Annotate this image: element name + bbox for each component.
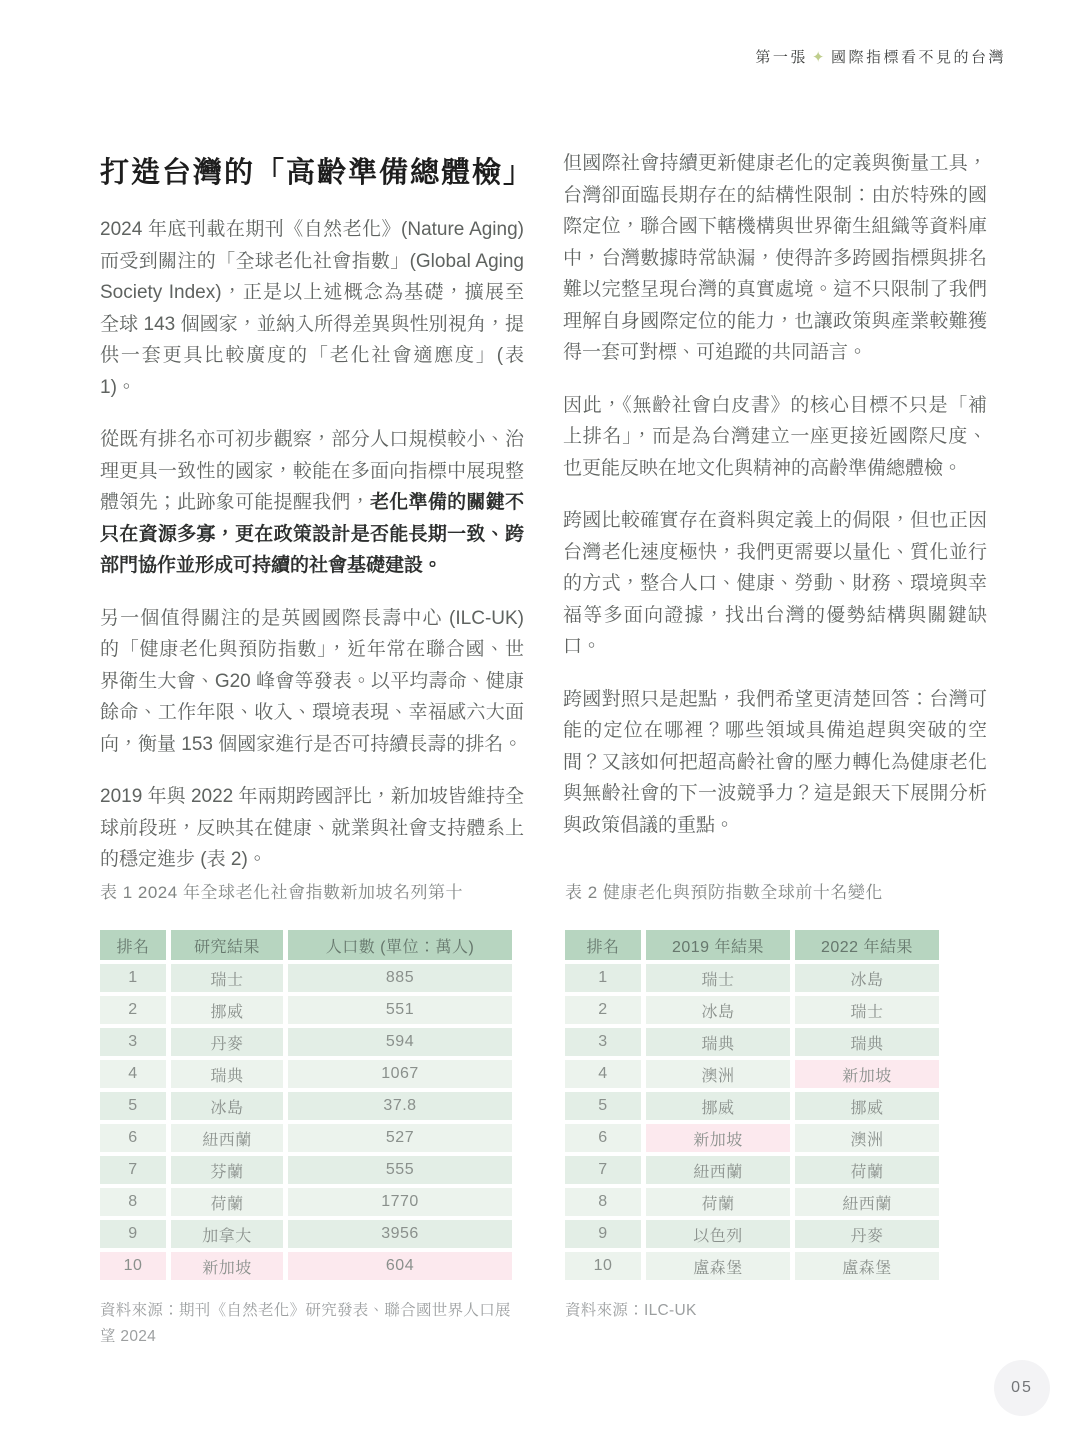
table-cell: 瑞典: [171, 1060, 283, 1088]
table1-caption: 表 1 2024 年全球老化社會指數新加坡名列第十: [100, 883, 463, 902]
running-header: [755, 46, 1006, 67]
table2-caption: 表 2 健康老化與預防指數全球前十名變化: [565, 883, 883, 902]
table-cell: 挪威: [171, 996, 283, 1024]
table-row: [565, 1220, 939, 1248]
table2-source: 資料來源：ILC-UK: [565, 1302, 697, 1319]
table-cell: 瑞典: [795, 1028, 939, 1056]
paragraph-text: 從既有排名亦可初步觀察，部分人口規模較小、治理更具一致性的國家，較能在多面向指標中展現整體領先；此跡象可能提醒我們，: [100, 429, 524, 513]
table-cell: 1067: [288, 1060, 512, 1088]
table-cell: 荷蘭: [795, 1156, 939, 1184]
table-cell: 594: [288, 1028, 512, 1056]
table-cell: 6: [100, 1124, 166, 1152]
table-cell: 2: [100, 996, 166, 1024]
table-cell: 6: [565, 1124, 641, 1152]
table-cell: 10: [565, 1252, 641, 1280]
table-cell: 555: [288, 1156, 512, 1184]
paragraph: 但國際社會持續更新健康老化的定義與衡量工具，台灣卻面臨長期存在的結構性限制：由於特殊的國際定位，聯合國下轄機構與世界衛生組織等資料庫中，台灣數據時常缺漏，使得許多跨國指標與排名難以完整呈現台灣的真實處境。這不只限制了我們理解自身國際定位的能力，也讓政策與產業較難獲得一套可對標、可追蹤的共同語言。: [563, 153, 987, 363]
table-cell: 4: [100, 1060, 166, 1088]
table-row: [100, 996, 512, 1024]
table-row: [100, 1188, 512, 1216]
table-cell: 盧森堡: [646, 1252, 790, 1280]
table-cell: 盧森堡: [795, 1252, 939, 1280]
table-cell: 3956: [288, 1220, 512, 1248]
table-cell: 紐西蘭: [171, 1124, 283, 1152]
table-row: [565, 1092, 939, 1120]
table-cell: 3: [100, 1028, 166, 1056]
table-cell: 以色列: [646, 1220, 790, 1248]
table-cell: 挪威: [795, 1092, 939, 1120]
table-cell: 新加坡: [171, 1252, 283, 1280]
paragraph: [100, 424, 524, 582]
table-cell: 9: [100, 1220, 166, 1248]
table-row: [565, 1060, 939, 1088]
table-row: [100, 1028, 512, 1056]
table-cell: 3: [565, 1028, 641, 1056]
table-cell: 9: [565, 1220, 641, 1248]
table-row: [565, 1188, 939, 1216]
paragraph: 2019 年與 2022 年兩期跨國評比，新加坡皆維持全球前段班，反映其在健康、就業與社會支持體系上的穩定進步 (表 2)。: [100, 786, 524, 870]
table-cell: 新加坡: [646, 1124, 790, 1152]
table1-source: 資料來源：期刊《自然老化》研究發表、聯合國世界人口展望 2024: [100, 1302, 511, 1345]
left-column: [100, 214, 524, 897]
table-cell: 604: [288, 1252, 512, 1280]
page-title: 打造台灣的「高齡準備總體檢」: [100, 157, 535, 189]
table-cell: 瑞士: [646, 964, 790, 992]
table-row: [100, 1124, 512, 1152]
table-row: [565, 1028, 939, 1056]
table-cell: 527: [288, 1124, 512, 1152]
paragraph: 跨國對照只是起點，我們希望更清楚回答：台灣可能的定位在哪裡？哪些領域具備追趕與突破的空間？又該如何把超高齡社會的壓力轉化為健康老化與無齡社會的下一波競爭力？這是銀天下展開分析與政策倡議的重點。: [563, 688, 987, 836]
table-cell: 加拿大: [171, 1220, 283, 1248]
table-cell: 瑞典: [646, 1028, 790, 1056]
column-header: 排名: [565, 930, 641, 960]
table-cell: 瑞士: [795, 996, 939, 1024]
table2-body: [565, 964, 939, 1280]
paragraph: 2024 年底刊載在期刊《自然老化》(Nature Aging) 而受到關注的「全球老化社會指數」(Global Aging Society Index)，正是以上述概念為基礎，擴展至全球 143 個國家，並納入所得差異與性別視角，提供一套更具比較廣度的「老化社會適應度」(表 1)。: [100, 219, 524, 398]
column-header: 研究結果: [171, 930, 283, 960]
table-cell: 冰島: [171, 1092, 283, 1120]
table-row: [100, 1252, 512, 1280]
column-header: 人口數 (單位：萬人): [288, 930, 512, 960]
table-cell: 1: [565, 964, 641, 992]
table-cell: 4: [565, 1060, 641, 1088]
column-header: 排名: [100, 930, 166, 960]
table-cell: 冰島: [795, 964, 939, 992]
table-row: [100, 964, 512, 992]
table-cell: 挪威: [646, 1092, 790, 1120]
paragraph-emphasis: 老化準備的關鍵不只在資源多寡，更在政策設計是否能長期一致、跨部門協作並形成可持續的社會基礎建設。: [100, 492, 524, 576]
table-cell: 5: [565, 1092, 641, 1120]
column-header: 2022 年結果: [795, 930, 939, 960]
right-column: [563, 148, 987, 862]
table-cell: 芬蘭: [171, 1156, 283, 1184]
table-cell: 2: [565, 996, 641, 1024]
sparkle-icon: ✦: [811, 49, 827, 66]
table-cell: 澳洲: [646, 1060, 790, 1088]
table-cell: 7: [100, 1156, 166, 1184]
table-row: [100, 1156, 512, 1184]
table-cell: 10: [100, 1252, 166, 1280]
table-cell: 紐西蘭: [795, 1188, 939, 1216]
table-cell: 紐西蘭: [646, 1156, 790, 1184]
table1: [100, 930, 512, 1280]
table-cell: 885: [288, 964, 512, 992]
table-row: [565, 1252, 939, 1280]
table2: [565, 930, 939, 1280]
table-cell: 37.8: [288, 1092, 512, 1120]
table-cell: 1770: [288, 1188, 512, 1216]
table1-header-row: [100, 930, 512, 960]
table-row: [565, 996, 939, 1024]
table-cell: 8: [100, 1188, 166, 1216]
chapter-title: 國際指標看不見的台灣: [830, 49, 1006, 66]
table-cell: 8: [565, 1188, 641, 1216]
table-cell: 丹麥: [171, 1028, 283, 1056]
column-header: 2019 年結果: [646, 930, 790, 960]
table-cell: 551: [288, 996, 512, 1024]
table-row: [565, 1156, 939, 1184]
table-row: [100, 1060, 512, 1088]
table1-body: [100, 964, 512, 1280]
table-cell: 瑞士: [171, 964, 283, 992]
table-cell: 1: [100, 964, 166, 992]
table1-section: [100, 878, 512, 1350]
paragraph: 跨國比較確實存在資料與定義上的侷限，但也正因台灣老化速度極快，我們更需要以量化、質化並行的方式，整合人口、健康、勞動、財務、環境與幸福等多面向證據，找出台灣的優勢結構與關鍵缺口。: [563, 510, 987, 657]
table-cell: 冰島: [646, 996, 790, 1024]
table2-header-row: [565, 930, 939, 960]
table-row: [565, 964, 939, 992]
paragraph: 另一個值得關注的是英國國際長壽中心 (ILC-UK) 的「健康老化與預防指數」，近年常在聯合國、世界衛生大會、G20 峰會等發表。以平均壽命、健康餘命、工作年限、收入、環境表現、幸福感六大面向，衡量 153 個國家進行是否可持續長壽的排名。: [100, 607, 524, 755]
paragraph: 因此，《無齡社會白皮書》的核心目標不只是「補上排名」，而是為台灣建立一座更接近國際尺度、也更能反映在地文化與精神的高齡準備總體檢。: [563, 394, 987, 479]
table-cell: 荷蘭: [171, 1188, 283, 1216]
table-cell: 5: [100, 1092, 166, 1120]
page-number-badge: [994, 1360, 1050, 1416]
table-cell: 丹麥: [795, 1220, 939, 1248]
table-cell: 荷蘭: [646, 1188, 790, 1216]
table2-section: [565, 878, 939, 1324]
table-cell: 澳洲: [795, 1124, 939, 1152]
table-row: [565, 1124, 939, 1152]
table-row: [100, 1092, 512, 1120]
table-cell: 新加坡: [795, 1060, 939, 1088]
chapter-label: 第一張: [755, 49, 808, 66]
table-row: [100, 1220, 512, 1248]
table-cell: 7: [565, 1156, 641, 1184]
page-number: 05: [1011, 1379, 1033, 1396]
